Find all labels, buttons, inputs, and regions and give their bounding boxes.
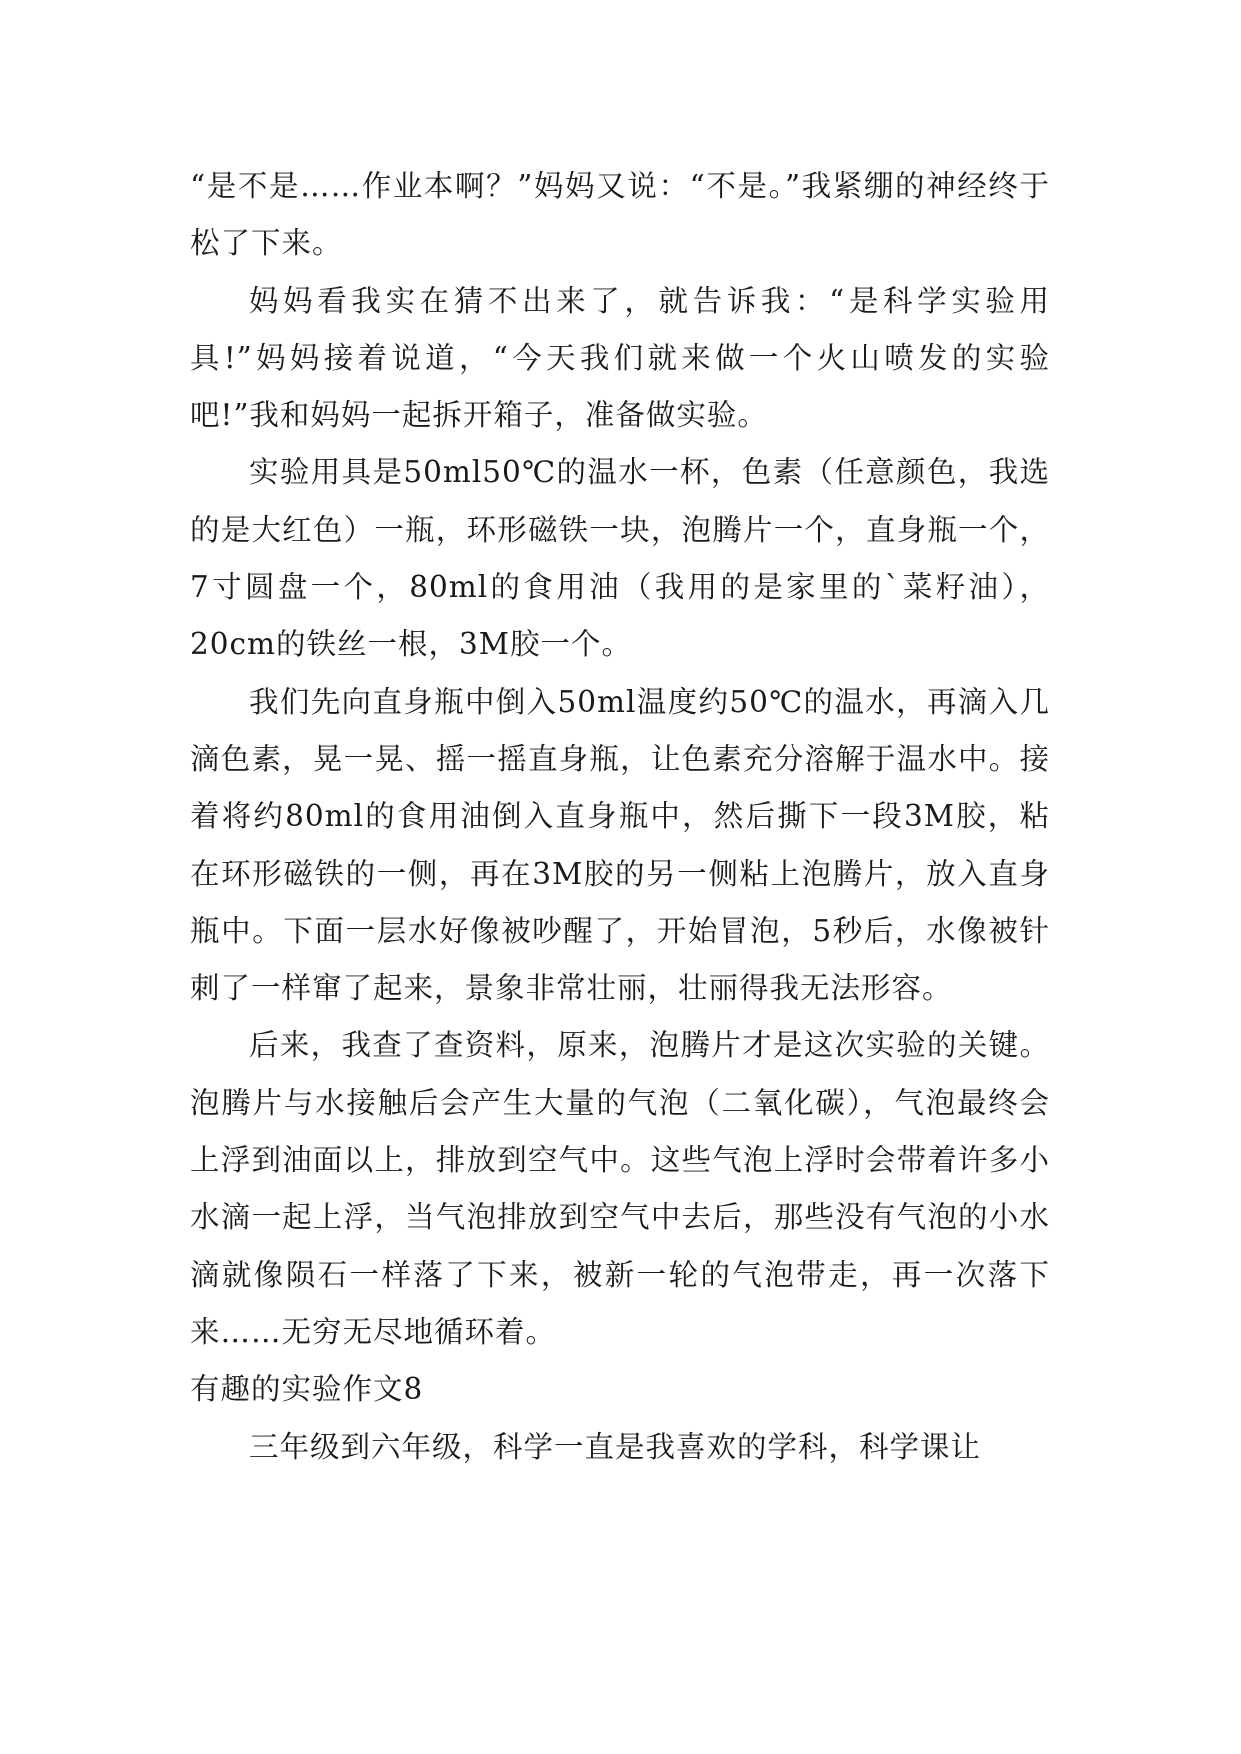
section-heading: 有趣的实验作文8 [190,1372,424,1407]
paragraph-3: 实验用具是50ml50℃的温水一杯，色素（任意颜色，我选的是大红色）一瓶，环形磁铁一块，泡腾片一个，直身瓶一个，7寸圆盘一个，80ml的食用油（我用的是家里的`菜籽油），20cm的铁丝一根，3M胶一个。 [190,455,1050,662]
paragraph-5: 后来，我查了查资料，原来，泡腾片才是这次实验的关键。泡腾片与水接触后会产生大量的气泡（二氧化碳），气泡最终会上浮到油面以上，排放到空气中。这些气泡上浮时会带着许多小水滴一起上浮，当气泡排放到空气中去后，那些没有气泡的小水滴就像陨石一样落了下来，被新一轮的气泡带走，再一次落下来……无穷无尽地循环着。 [190,1028,1050,1349]
paragraph-1: “是不是……作业本啊？”妈妈又说：“不是。”我紧绷的神经终于松了下来。 [190,169,1050,261]
paragraph-2: 妈妈看我实在猜不出来了，就告诉我：“是科学实验用具!”妈妈接着说道，“今天我们就来做一个火山喷发的实验吧!”我和妈妈一起拆开箱子，准备做实验。 [190,283,1050,433]
document-page [190,158,1050,1476]
paragraph-4: 我们先向直身瓶中倒入50ml温度约50℃的温水，再滴入几滴色素，晃一晃、摇一摇直身瓶，让色素充分溶解于温水中。接着将约80ml的食用油倒入直身瓶中，然后撕下一段3M胶，粘在环形磁铁的一侧，再在3M胶的另一侧粘上泡腾片，放入直身瓶中。下面一层水好像被吵醒了，开始冒泡，5秒后，水像被针刺了一样窜了起来，景象非常壮丽，壮丽得我无法形容。 [190,684,1050,1006]
paragraph-6: 三年级到六年级，科学一直是我喜欢的学科，科学课让 [249,1429,982,1464]
